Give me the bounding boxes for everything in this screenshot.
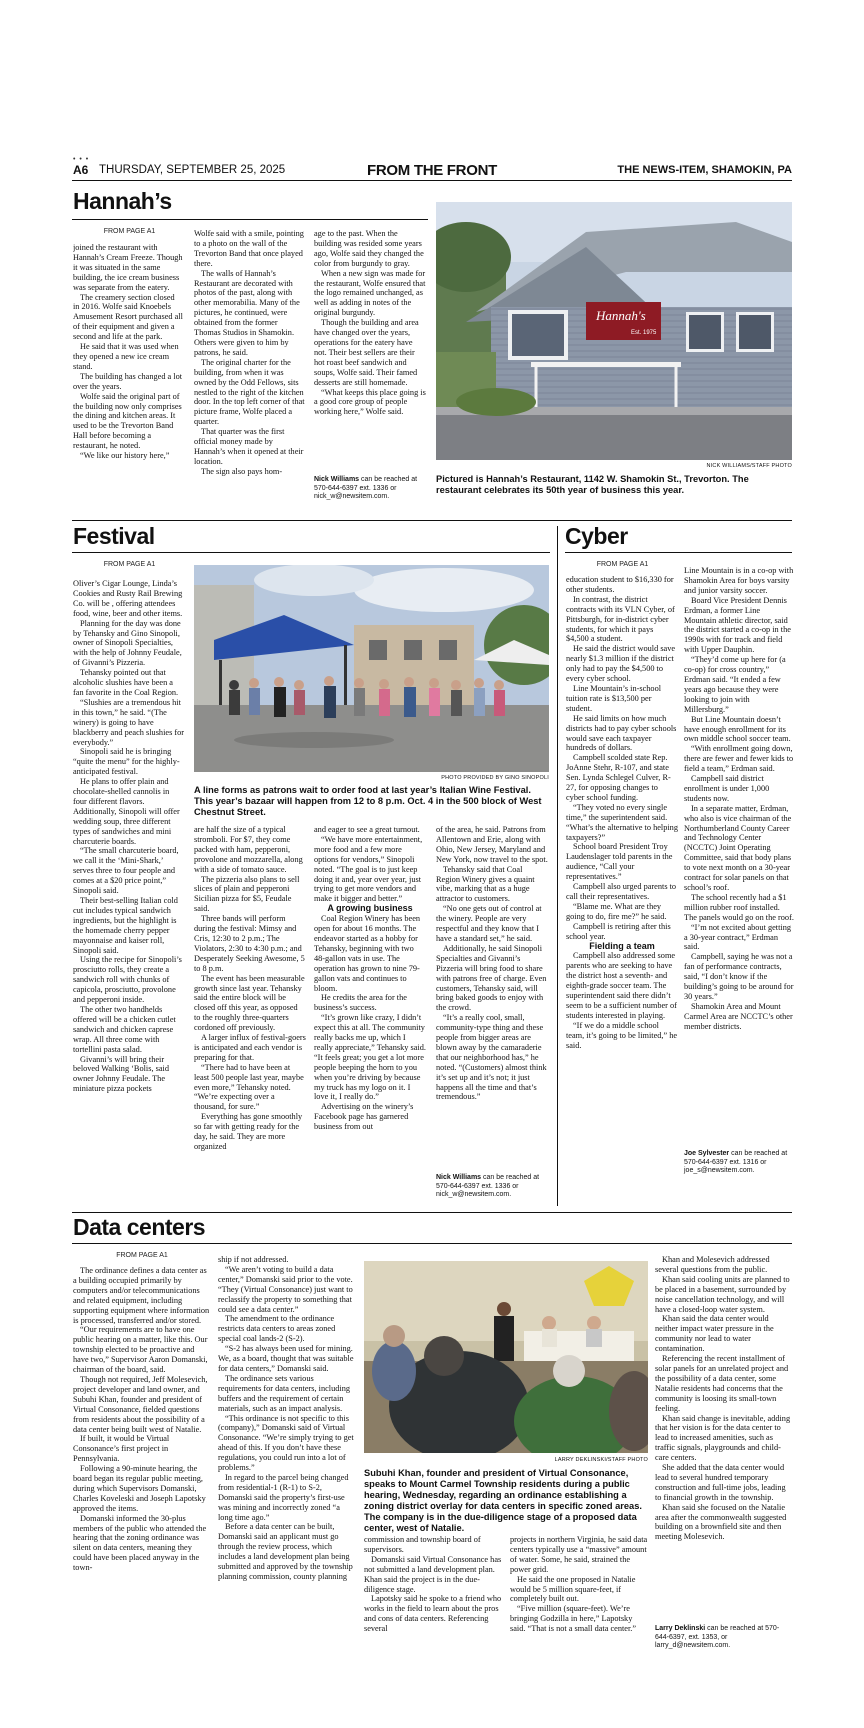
hannahs-column-2: [194, 229, 306, 515]
festival-column-3: [314, 825, 426, 1207]
paragraph: Khan and Molesevich addressed several questions from the public.: [655, 1255, 770, 1274]
paragraph: Tehansky pointed out that alcoholic slushies have been a fan favorite in the Coal Region.: [73, 668, 179, 697]
paragraph: “Blame me. What are they going to do, fire me?” he said.: [566, 901, 667, 921]
cyber-byline: [684, 1150, 794, 1176]
paragraph: The ordinance sets various requirements for data centers, including buffers and the requirement of certain materials, such as an impact analysis.: [218, 1373, 351, 1413]
paragraph: Before a data center can be built, Domanski said an applicant must go through the review process, which includes a land development plan being submitted and approved by the township planning commission, county planning: [218, 1522, 353, 1581]
hannahs-jump-label: FROM PAGE A1: [103, 228, 156, 235]
paragraph: The original charter for the building, from when it was owned by the Odd Fellows, sits nestled to the right of the kitchen door. In the top left corner of that picture frame, Wolfe placed a quarter.: [194, 357, 305, 427]
paragraph: Shamokin Area and Mount Carmel Area are NCCTC’s other member districts.: [684, 1001, 793, 1031]
section-title: FROM THE FRONT: [367, 162, 497, 179]
byline-contact: can be reached at 570-644-6397 ext. 1336 or nick_w@newsitem.com.: [314, 476, 418, 501]
paragraph: “What keeps this place going is a good core group of people working here,” Wolfe said.: [314, 387, 426, 417]
festival-byline: [436, 1174, 548, 1200]
paragraph: Following a 90-minute hearing, the board began its regular public meeting, during which Supervisors Domanski, Charles Koveleski and Joseph Lapotsky approved the items.: [73, 1464, 206, 1513]
paragraph: Lapotsky said he spoke to a friend who works in the field to learn about the pros and cons of data centers. Referencing several: [364, 1594, 502, 1634]
hannahs-photo-credit: NICK WILLIAMS/STAFF PHOTO: [706, 463, 792, 469]
paragraph: “This ordinance is not specific to this (company),” Domanski said of Virtual Consonance. “We’re simply trying to get ahead of this. If you don’t have these regulations, you could run into a lot of problems.”: [218, 1413, 354, 1473]
paragraph: “They’d come up here for (a co-op) for cross country,” Erdman said. “It ended a few years ago because they were looking to join with Millersburg.”: [684, 655, 786, 714]
festival-column-4: [436, 825, 548, 1170]
festival-photo-caption: A line forms as patrons wait to order food at last year’s Italian Wine Festival. This year’s bazaar will happen from 12 to 8 p.m. Oct. 4 in the 500 block of West Chestnut Street.: [194, 785, 542, 817]
datacenters-photo-illustration: [364, 1261, 648, 1453]
paragraph: “Slushies are a tremendous hit in this town,” he said. “(The winery) is going to have blackberry and peach slushies for everybody.”: [73, 697, 185, 747]
paragraph: Line Mountain is in a co-op with Shamokin Area for boys varsity and junior varsity soccer.: [684, 566, 794, 595]
festival-headline: Festival: [73, 523, 155, 549]
hannahs-restaurant-photo: [436, 202, 792, 460]
datacenters-headline: Data centers: [73, 1214, 206, 1240]
hannahs-byline: [314, 476, 426, 502]
datacenters-column-1: [73, 1266, 211, 1652]
page-dots: • • •: [73, 156, 90, 163]
festival-subhead: A growing business: [327, 903, 413, 914]
paragraph: Givanni’s will bring their beloved Walking ‘Bolis, said owner Johnny Feudale. The miniature pizza pockets: [73, 1054, 169, 1094]
paragraph: “We aren’t voting to build a data center,” Domanski said prior to the vote. “They (Virtual Consonance) just want to reclassify the property to something that could see a data center.”: [218, 1264, 353, 1314]
cyber-column-2: [684, 566, 794, 1146]
paragraph: Though not required, Jeff Molesevich, project developer and land owner, and Subuhi Khan, founder and president of Virtual Consonance, fielded questions from residents about the possibility of a data center being built west of Natalie.: [73, 1374, 208, 1434]
paragraph: “Five million (square-feet). We’re bringing Godzilla in here,” Lapotsky said. “That is not a small data center.”: [510, 1604, 637, 1634]
paragraph: He plans to offer plain and chocolate-shelled cannolis in four different flavors. Additionally, Sinopoli will offer wedding soup, three different types of sandwiches and mini charcuterie boards.: [73, 777, 180, 846]
paragraph: Referencing the recent installment of solar panels for an unrelated project and the possibility of a data center, some Natalie residents had concerns that the community is loosing its small-town feeling.: [655, 1354, 789, 1413]
paragraph: “There had to have been at least 500 people last year, maybe even more,” Tehansky noted. “We’re expecting over a thousand, for sure.”: [194, 1062, 304, 1112]
paragraph: “S-2 has always been used for mining. We, as a board, thought that was suitable for data centers,” Domanski said.: [218, 1344, 354, 1373]
header-rule: [72, 180, 792, 181]
paragraph: Campbell also addressed some parents who are seeking to have the district host a seventh- and eighth-grade soccer team. The superintendent said there didn’t seem to be a sufficient number of students interested in playing.: [566, 951, 677, 1020]
paragraph: Three bands will perform during the festival: Mimsy and Cris, 12:30 to 2 p.m.; The Violators, 2:30 to 4:30 p.m.; and Desperately Seeking Awesome, 5 to 8 p.m.: [194, 914, 305, 973]
datacenters-photo-credit: LARRY DEKLINSKI/STAFF PHOTO: [554, 1457, 648, 1463]
page-number: A6: [73, 163, 89, 177]
hannahs-column-1: [73, 243, 183, 515]
byline-author: Larry Deklinski: [655, 1625, 706, 1632]
hannahs-photo-illustration: [436, 202, 792, 460]
paragraph: “With enrollment going down, there are fewer and fewer kids to field a team,” Erdman said.: [684, 744, 794, 774]
datacenters-byline: [655, 1625, 793, 1651]
byline-contact: can be reached at 570-644-6397, ext. 1353, or larry_d@newsitem.com.: [655, 1625, 780, 1650]
paragraph: The walls of Hannah’s Restaurant are decorated with photos of the past, along with other memorabilia. Many of the pictures, he continued, were obtained from the former Thomas Studios in Shamokin. Others were given to him by patrons, he said.: [194, 268, 300, 357]
datacenters-column-2: [218, 1255, 356, 1652]
column-divider: [557, 526, 558, 1206]
paragraph: Khan said cooling units are planned to be placed in a basement, surrounded by noise cancellation technology, and will have a closed-loop water system.: [655, 1274, 790, 1314]
paragraph: In regard to the parcel being changed from residential-1 (R-1) to S-2, Domanski said the property’s first-use was mining and incorrectly zoned “a long time ago.”: [218, 1472, 349, 1522]
paragraph: Domanski said Virtual Consonance has not submitted a land development plan. Khan said the project is in the due-diligence stage.: [364, 1554, 502, 1594]
paragraph: If built, it would be Virtual Consonance’s first project in Pennsylvania.: [73, 1434, 170, 1464]
datacenters-column-3: [364, 1535, 502, 1652]
paragraph: Line Mountain’s in-school tuition rate is $13,500 per student.: [566, 683, 662, 713]
paragraph: commission and township board of supervisors.: [364, 1535, 481, 1554]
cyber-headline-rule: [565, 552, 792, 553]
byline-contact: can be reached at 570-644-6397 ext. 1336 or nick_w@newsitem.com.: [436, 1174, 540, 1199]
paragraph: “Our requirements are to have one public hearing on a matter, like this. Our township elected to be proactive and have two,” Supervisor Aaron Domanski, chairman of the board, said.: [73, 1325, 208, 1375]
paragraph: The building has changed a lot over the years.: [73, 371, 183, 391]
paragraph: The creamery section closed in 2016. Wolfe said Knoebels Amusement Resort purchased all of their equipment and given a second and life at the park.: [73, 292, 183, 342]
paragraph: That quarter was the first official money made by Hannah’s when it opened at their location.: [194, 427, 304, 466]
paragraph: Tehansky said that Coal Region Winery gives a quaint vibe, marking that as a huge attractor to customers.: [436, 864, 535, 904]
festival-photo-illustration: [194, 565, 549, 772]
paragraph: age to the past. When the building was resided some years ago, Wolfe said they changed the color from burgundy to gray.: [314, 229, 424, 268]
paragraph: He said that it was used when they opened a new ice cream stand.: [73, 342, 179, 371]
section-divider-2: [72, 1212, 792, 1213]
festival-jump-label: FROM PAGE A1: [103, 561, 156, 568]
datacenters-column-4: [510, 1535, 648, 1652]
paragraph: projects in northern Virginia, he said data centers typically use a “massive” amount of water. Some, he said, strained the power grid.: [510, 1535, 648, 1574]
paragraph: joined the restaurant with Hannah’s Cream Freeze. Though it was situated in the same building, the ice cream business was separate from the eatery.: [73, 243, 183, 292]
paragraph: are half the size of a typical stromboli. For $7, they come packed with ham, pepperoni, provolone and mozzarella, along with a side of tomato sauce.: [194, 825, 303, 874]
sign-subtext: Est. 1975: [631, 330, 657, 336]
paragraph: She added that the data center would lead to several hundred temporary construction and full-time jobs, leading to financial growth in the township.: [655, 1463, 786, 1502]
cyber-subhead: Fielding a team: [589, 940, 655, 951]
paragraph: A larger influx of festival-goers is anticipated and each vendor is preparing for that.: [194, 1033, 306, 1062]
datacenters-photo-caption: Subuhi Khan, founder and president of Virtual Consonance, speaks to Mount Carmel Township residents during a public hearing, Wednesday, regarding an ordinance establishing a zoning district overlay for data centers in specific zoned areas. The company is in the due-diligence stage of a proposed data center, west of Natalie.: [364, 1468, 642, 1533]
paragraph: The school recently had a $1 million rubber roof installed. The panels would go on the roof.: [684, 892, 794, 922]
festival-headline-rule: [72, 552, 550, 553]
paragraph: Wolfe said with a smile, pointing to a photo on the wall of the Trevorton Band that once played there.: [194, 229, 304, 268]
paragraph: In a separate matter, Erdman, who also is vice chairman of the Northumberland County Career and Technology Center (NCCTC) Joint Operating Committee, said that body plans to vote next month on a 30-year contract for solar panels on that school’s roof.: [684, 803, 792, 892]
hannahs-headline-rule: [72, 219, 428, 220]
paragraph: He said the one proposed in Natalie would be 5 million square-feet, if completely built out.: [510, 1574, 636, 1604]
hannahs-photo-caption: Pictured is Hannah’s Restaurant, 1142 W. Shamokin St., Trevorton. The restaurant celebrates its 50th year of business this year.: [436, 474, 749, 495]
datacenters-column-5: [655, 1255, 793, 1623]
newspaper-name: THE NEWS-ITEM, SHAMOKIN, PA: [617, 164, 792, 176]
paragraph: But Line Mountain doesn’t have enough enrollment for its own middle school soccer team.: [684, 714, 791, 744]
paragraph: and eager to see a great turnout.: [314, 825, 420, 834]
paragraph: The ordinance defines a data center as a building occupied primarily by computers and/or telecommunications and related equipment, including supporting equipment where information is processed, transferred and/or stored.: [73, 1266, 210, 1325]
issue-date: THURSDAY, SEPTEMBER 25, 2025: [99, 164, 286, 176]
paragraph: Everything has gone smoothly so far with getting ready for the day, he said. They are more organized: [194, 1112, 303, 1151]
festival-column-2: [194, 825, 306, 1207]
byline-author: Nick Williams: [314, 476, 360, 483]
paragraph: The event has been measurable growth since last year. Tehansky said the entire block will be closed off this year, as opposed to the roughly three-quarters cordoned off previously.: [194, 973, 305, 1033]
paragraph: “No one gets out of control at the winery. People are very respectful and they know that I have a standard set,” he said.: [436, 904, 542, 943]
hannahs-column-3: [314, 229, 426, 474]
festival-column-1: [73, 579, 185, 1207]
paragraph: Wolfe said the original part of the building now only comprises the dining and kitchen areas. It used to be the Trevorton Band Hall before becoming a restaurant, he noted.: [73, 391, 182, 451]
paragraph: Their best-selling Italian cold cut includes typical sandwich ingredients, but the highlight is the homemade cherry pepper mayonnaise and kaiser roll, Sinopoli said.: [73, 896, 178, 955]
paragraph: The pizzeria also plans to sell slices of plain and pepperoni Sicilian pizza for $5, Feudale said.: [194, 874, 300, 914]
paragraph: He said limits on how much districts had to pay cyber schools would save each taxpayer hundreds of dollars.: [566, 713, 677, 753]
paragraph: Campbell, saying he was not a fan of performance contracts, said, “I don’t know if the building’s going to be around for 30 years.”: [684, 952, 794, 1001]
paragraph: Using the recipe for Sinopoli’s prosciutto rolls, they create a sandwich roll with chunks of capicola, prosciutto, provolone and pepperoni inside.: [73, 955, 182, 1005]
paragraph: “If we do a middle school team, it’s going to be limited,” he said.: [566, 1020, 678, 1050]
paragraph: Sinopoli said he is bringing “quite the menu” for the highly-anticipated festival.: [73, 747, 180, 777]
paragraph: “I’m not excited about getting a 30-year contract,” Erdman said.: [684, 922, 791, 952]
cyber-jump-label: FROM PAGE A1: [596, 561, 649, 568]
paragraph: Planning for the day was done by Tehansky and Gino Sinopoli, owner of Sinopoli Specialties, with the help of Johnny Feudale, of Givanni’s Pizzeria.: [73, 618, 182, 668]
paragraph: Campbell also urged parents to call their representatives.: [566, 882, 677, 901]
datacenters-jump-label: FROM PAGE A1: [116, 1252, 168, 1259]
paragraph: “We like our history here,”: [80, 451, 170, 461]
paragraph: “It’s a really cool, small, community-type thing and these people from bigger areas are blown away by the camaraderie that our neighborhood has,” he noted. “(Customers) almost think it’s set up and it’s not; it just happens all the time and that’s tremendous.”: [436, 1013, 547, 1102]
paragraph: When a new sign was made for the restaurant, Wolfe ensured that the logo remained unchanged, as well as adding in notes of the original burgundy.: [314, 268, 426, 318]
paragraph: He credits the area for the business’s success.: [314, 993, 407, 1013]
paragraph: The other two handhelds offered will be a chicken cutlet sandwich and chicken caprese wrap. All three come with tortellini pasta salad.: [73, 1004, 176, 1054]
paragraph: Campbell scolded state Rep. JoAnne Stehr, R-107, and state Sen. Lynda Schlegel Culver, R-27, for opposing changes to cyber school funding.: [566, 753, 671, 802]
byline-author: Nick Williams: [436, 1174, 482, 1181]
paragraph: Board Vice President Dennis Erdman, a former Line Mountain athletic director, said the district started a co-op in the 1990s with for track and field with Upper Dauphin.: [684, 595, 791, 655]
paragraph: ship if not addressed.: [218, 1255, 289, 1264]
paragraph: “We have more entertainment, more food and a few more options for vendors,” Sinopoli noted. “The goal is to just keep doing it and, year over year, just trying to get more vendors and make it bigger and better.”: [314, 834, 423, 904]
sign-text: Hannah's: [596, 308, 646, 323]
festival-photo-credit: PHOTO PROVIDED BY GINO SINOPOLI: [441, 775, 549, 781]
paragraph: School board President Troy Laudenslager told parents in the audience, “Call your representatives.”: [566, 842, 673, 882]
paragraph: “It’s grown like crazy, I didn’t expect this at all. The community really backs me up, which I really appreciate,” Tehansky said. “It feels great; you get a lot more people beeping the horn to you when you’re driving by because my truck has my logo on it. I love it, I really do.”: [314, 1013, 426, 1102]
cyber-column-1: [566, 575, 678, 1207]
paragraph: Khan said change is inevitable, adding that her vision is for the data center to lead to increased amenities, such as traffic signals, playgrounds and child-care centers.: [655, 1413, 791, 1463]
cyber-headline: Cyber: [565, 523, 628, 549]
paragraph: Though the building and area have changed over the years, operations for the eatery have not. Their best sellers are their hot roast beef sandwich and soups, Wolfe said. Their famed desserts are still homemade.: [314, 318, 419, 387]
paragraph: The amendment to the ordinance restricts data centers to areas zoned special coal lands-2 (S-2).: [218, 1314, 336, 1344]
paragraph: Oliver’s Cigar Lounge, Linda’s Cookies and Rusty Rail Brewing Co. will be , offering attendees food, wine, beer and other items.: [73, 579, 183, 618]
datacenters-hearing-photo: [364, 1261, 648, 1453]
paragraph: Advertising on the winery’s Facebook page has garnered business from out: [314, 1102, 414, 1132]
byline-contact: can be reached at 570-644-6397 ext. 1316 or joe_s@newsitem.com.: [684, 1150, 788, 1175]
byline-author: Joe Sylvester: [684, 1150, 730, 1157]
paragraph: Domanski informed the 30-plus members of the public who attended the hearing that the zoning ordinance was silent on data centers, meaning they could have been placed anyway in the town-: [73, 1513, 207, 1573]
paragraph: “The small charcuterie board, we call it the ‘Mini-Shark,’ serves three to four people and comes at a $20 price point,” Sinopoli said.: [73, 846, 179, 896]
festival-crowd-photo: [194, 565, 549, 772]
section-divider-1: [72, 520, 792, 521]
datacenters-headline-rule: [72, 1243, 792, 1244]
paragraph: He said the district would save nearly $1.3 million if the district only had to pay the $4,500 to every cyber school.: [566, 644, 676, 684]
paragraph: Additionally, he said Sinopoli Specialties and Givanni’s Pizzeria will bring food to share with patrons free of charge. Even customers, Tehansky said, will bring baked goods to enjoy with the crowd.: [436, 943, 547, 1013]
paragraph: The sign also pays hom-: [201, 466, 283, 476]
paragraph: Khan said she focused on the Natalie area after the commonwealth suggested building on a brownfield site and then meeting Molesevich.: [655, 1502, 787, 1542]
paragraph: “They voted no every single time,” the superintendent said. “What’s the alternative to helping taxpayers?”: [566, 802, 678, 842]
hannahs-headline: Hannah’s: [73, 188, 172, 214]
paragraph: Khan said the data center would neither impact water pressure in the community nor lead to water contamination.: [655, 1314, 774, 1354]
paragraph: education student to $16,330 for other students.: [566, 575, 674, 594]
paragraph: of the area, he said. Patrons from Allentown and Erie, along with Ohio, New Jersey, Maryland and New York, now travel to the spot.: [436, 825, 548, 864]
paragraph: Campbell is retiring after this school year.: [566, 921, 671, 941]
paragraph: Campbell said district enrollment is under 1,000 students now.: [684, 774, 770, 803]
paragraph: Coal Region Winery has been open for about 16 months. The endeavor started as a hobby for Tehansky, beginning with two 48-gallon vats in use. The operation has grown to nine 79-gallon vats and continues to bloom.: [314, 914, 421, 993]
paragraph: In contrast, the district contracts with its VLN Cyber, of Pittsburgh, for in-district cyber students, for which it pays $4,500 a student.: [566, 594, 675, 644]
